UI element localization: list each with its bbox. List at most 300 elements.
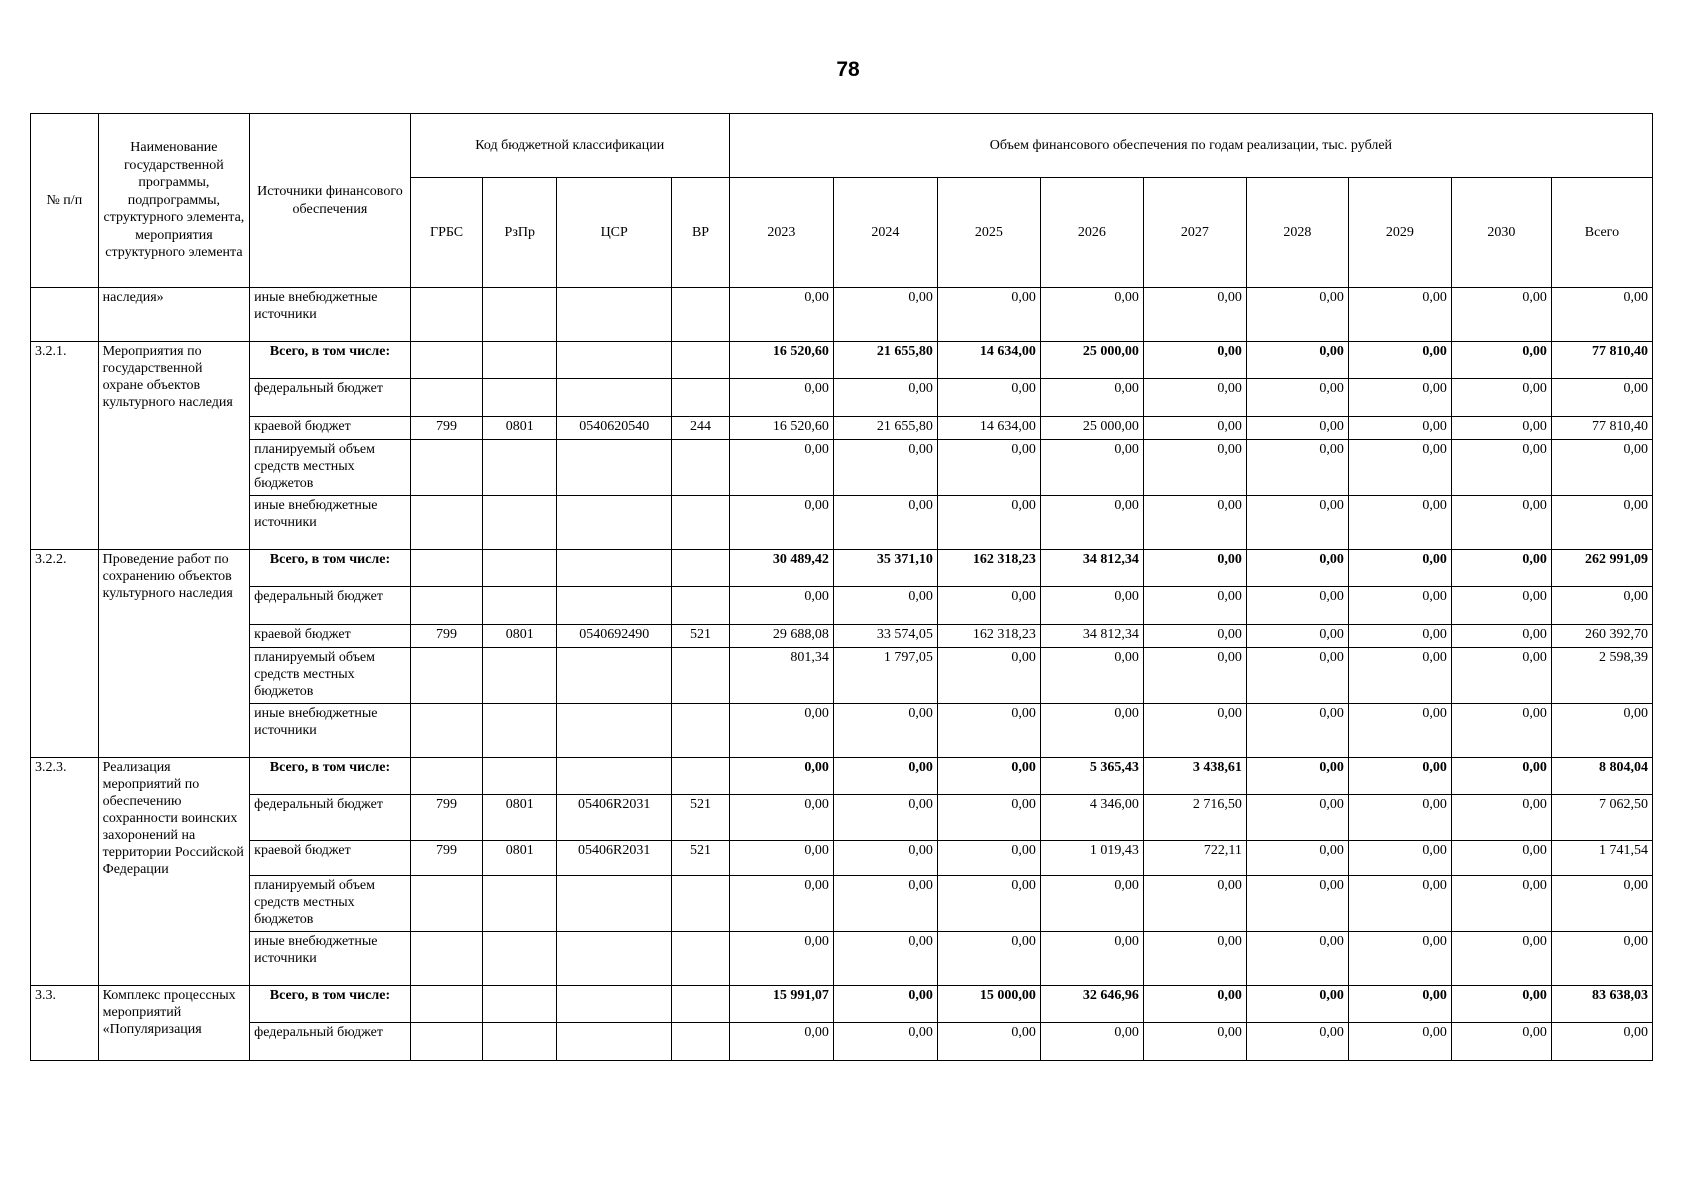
row-number: 3.2.3. — [31, 758, 99, 986]
source-total: Всего, в том числе: — [250, 758, 411, 795]
amount-cell: 0,00 — [1348, 648, 1451, 704]
header-rzpr: РзПр — [483, 178, 557, 288]
amount-cell: 0,00 — [1143, 379, 1246, 417]
page-number: 78 — [836, 58, 860, 81]
amount-cell: 0,00 — [729, 758, 833, 795]
amount-cell: 0,00 — [1348, 496, 1451, 550]
amount-cell: 0,00 — [729, 587, 833, 625]
amount-cell: 0,00 — [729, 440, 833, 496]
amount-cell: 0,00 — [729, 795, 833, 841]
amount-cell: 0,00 — [1348, 841, 1451, 876]
amount-cell: 0,00 — [729, 841, 833, 876]
amount-cell: 0,00 — [1246, 496, 1348, 550]
amount-cell: 0,00 — [937, 841, 1040, 876]
code-csr — [557, 440, 672, 496]
amount-cell: 0,00 — [1040, 587, 1143, 625]
amount-cell: 0,00 — [1246, 986, 1348, 1023]
code-vr — [672, 758, 730, 795]
amount-cell: 0,00 — [1451, 587, 1551, 625]
amount-cell: 0,00 — [1348, 288, 1451, 342]
code-csr — [557, 379, 672, 417]
amount-cell: 1 797,05 — [833, 648, 937, 704]
amount-cell: 0,00 — [1451, 841, 1551, 876]
amount-cell: 0,00 — [937, 876, 1040, 932]
amount-cell: 3 438,61 — [1143, 758, 1246, 795]
amount-cell: 162 318,23 — [937, 625, 1040, 648]
table-row — [31, 342, 1653, 379]
amount-total: 0,00 — [1551, 288, 1652, 342]
amount-cell: 25 000,00 — [1040, 342, 1143, 379]
amount-total: 77 810,40 — [1551, 342, 1652, 379]
amount-cell: 0,00 — [1143, 342, 1246, 379]
amount-total: 0,00 — [1551, 1023, 1652, 1061]
amount-cell: 0,00 — [1246, 587, 1348, 625]
code-csr: 0540692490 — [557, 625, 672, 648]
amount-cell: 0,00 — [1348, 758, 1451, 795]
item-name: Проведение работ по сохранению объектов культурного наследия — [98, 550, 249, 758]
header-year: 2024 — [833, 178, 937, 288]
amount-cell: 0,00 — [1348, 417, 1451, 440]
amount-cell: 0,00 — [729, 379, 833, 417]
header-year: 2029 — [1348, 178, 1451, 288]
source-name: федеральный бюджет — [250, 795, 411, 841]
amount-cell: 0,00 — [1143, 986, 1246, 1023]
amount-cell: 0,00 — [1348, 704, 1451, 758]
amount-total: 77 810,40 — [1551, 417, 1652, 440]
amount-cell: 0,00 — [1143, 496, 1246, 550]
amount-cell: 33 574,05 — [833, 625, 937, 648]
amount-cell: 15 991,07 — [729, 986, 833, 1023]
amount-cell: 0,00 — [1246, 932, 1348, 986]
amount-cell: 0,00 — [1246, 288, 1348, 342]
code-csr — [557, 932, 672, 986]
amount-cell: 5 365,43 — [1040, 758, 1143, 795]
amount-cell: 0,00 — [729, 496, 833, 550]
amount-cell: 0,00 — [833, 587, 937, 625]
amount-cell: 0,00 — [937, 932, 1040, 986]
table-body — [31, 288, 1653, 1061]
amount-cell: 0,00 — [1040, 440, 1143, 496]
amount-cell: 0,00 — [1143, 876, 1246, 932]
amount-cell: 0,00 — [1040, 932, 1143, 986]
amount-cell: 0,00 — [833, 986, 937, 1023]
amount-cell: 16 520,60 — [729, 342, 833, 379]
header-name: Наименование государственной программы, подпрограммы, структурного элемента, мероприятия структурного элемента — [98, 114, 249, 288]
amount-cell: 0,00 — [1040, 876, 1143, 932]
code-csr — [557, 288, 672, 342]
amount-cell: 0,00 — [1348, 932, 1451, 986]
code-grbs — [410, 648, 483, 704]
source-name: федеральный бюджет — [250, 1023, 411, 1061]
code-csr — [557, 1023, 672, 1061]
amount-cell: 29 688,08 — [729, 625, 833, 648]
table-row — [31, 440, 1653, 496]
amount-cell: 0,00 — [1143, 625, 1246, 648]
amount-cell: 801,34 — [729, 648, 833, 704]
code-rzpr — [483, 342, 557, 379]
amount-cell: 0,00 — [1246, 876, 1348, 932]
code-vr: 521 — [672, 841, 730, 876]
header-year: 2023 — [729, 178, 833, 288]
amount-cell: 0,00 — [1246, 795, 1348, 841]
amount-cell: 0,00 — [1348, 550, 1451, 587]
amount-cell: 30 489,42 — [729, 550, 833, 587]
amount-cell: 15 000,00 — [937, 986, 1040, 1023]
code-rzpr — [483, 876, 557, 932]
table-row — [31, 795, 1653, 841]
code-rzpr — [483, 758, 557, 795]
amount-cell: 0,00 — [1246, 841, 1348, 876]
amount-cell: 0,00 — [833, 379, 937, 417]
table-row — [31, 496, 1653, 550]
amount-cell: 0,00 — [1246, 648, 1348, 704]
code-csr: 05406R2031 — [557, 841, 672, 876]
amount-cell: 0,00 — [833, 1023, 937, 1061]
amount-cell: 0,00 — [1451, 288, 1551, 342]
amount-total: 0,00 — [1551, 440, 1652, 496]
amount-cell: 0,00 — [937, 587, 1040, 625]
code-vr — [672, 587, 730, 625]
amount-total: 83 638,03 — [1551, 986, 1652, 1023]
source-name: планируемый объем средств местных бюджетов — [250, 876, 411, 932]
amount-cell: 0,00 — [1451, 342, 1551, 379]
amount-cell: 0,00 — [833, 440, 937, 496]
code-csr — [557, 758, 672, 795]
code-rzpr — [483, 440, 557, 496]
amount-total: 0,00 — [1551, 587, 1652, 625]
amount-cell: 0,00 — [1246, 440, 1348, 496]
amount-cell: 0,00 — [1143, 648, 1246, 704]
header-year: 2025 — [937, 178, 1040, 288]
code-vr — [672, 704, 730, 758]
amount-cell: 0,00 — [937, 440, 1040, 496]
source-name: краевой бюджет — [250, 841, 411, 876]
amount-cell: 0,00 — [1246, 625, 1348, 648]
amount-cell: 0,00 — [1348, 876, 1451, 932]
code-grbs — [410, 550, 483, 587]
code-rzpr — [483, 1023, 557, 1061]
code-rzpr — [483, 704, 557, 758]
amount-cell: 0,00 — [1040, 379, 1143, 417]
amount-cell: 35 371,10 — [833, 550, 937, 587]
code-vr — [672, 288, 730, 342]
code-rzpr: 0801 — [483, 795, 557, 841]
amount-cell: 0,00 — [1040, 704, 1143, 758]
code-grbs — [410, 342, 483, 379]
amount-total: 0,00 — [1551, 704, 1652, 758]
table-row — [31, 986, 1653, 1023]
code-rzpr — [483, 379, 557, 417]
amount-cell: 34 812,34 — [1040, 550, 1143, 587]
code-grbs — [410, 986, 483, 1023]
row-number: 3.2.2. — [31, 550, 99, 758]
code-csr — [557, 704, 672, 758]
table-row — [31, 1023, 1653, 1061]
amount-total: 1 741,54 — [1551, 841, 1652, 876]
amount-total: 0,00 — [1551, 496, 1652, 550]
table-row — [31, 704, 1653, 758]
amount-cell: 0,00 — [1246, 704, 1348, 758]
amount-cell: 0,00 — [1246, 417, 1348, 440]
source-name: иные внебюджетные источники — [250, 704, 411, 758]
code-vr: 521 — [672, 625, 730, 648]
table-row — [31, 587, 1653, 625]
amount-cell: 0,00 — [1451, 440, 1551, 496]
amount-cell: 21 655,80 — [833, 417, 937, 440]
amount-cell: 0,00 — [833, 288, 937, 342]
amount-cell: 0,00 — [1143, 932, 1246, 986]
amount-cell: 0,00 — [833, 841, 937, 876]
amount-cell: 0,00 — [1451, 648, 1551, 704]
amount-cell: 0,00 — [937, 648, 1040, 704]
source-name: федеральный бюджет — [250, 587, 411, 625]
amount-cell: 0,00 — [729, 704, 833, 758]
source-name: краевой бюджет — [250, 417, 411, 440]
code-csr — [557, 587, 672, 625]
source-total: Всего, в том числе: — [250, 342, 411, 379]
code-rzpr: 0801 — [483, 841, 557, 876]
source-name: краевой бюджет — [250, 625, 411, 648]
code-grbs — [410, 288, 483, 342]
amount-total: 260 392,70 — [1551, 625, 1652, 648]
table-row — [31, 625, 1653, 648]
code-grbs — [410, 876, 483, 932]
table-row — [31, 876, 1653, 932]
source-total: Всего, в том числе: — [250, 986, 411, 1023]
code-grbs: 799 — [410, 795, 483, 841]
amount-cell: 0,00 — [1348, 625, 1451, 648]
amount-cell: 0,00 — [1143, 417, 1246, 440]
code-grbs — [410, 496, 483, 550]
code-grbs — [410, 587, 483, 625]
code-csr — [557, 550, 672, 587]
amount-cell: 0,00 — [1143, 704, 1246, 758]
table-row — [31, 758, 1653, 795]
amount-cell: 32 646,96 — [1040, 986, 1143, 1023]
header-year: 2028 — [1246, 178, 1348, 288]
amount-cell: 0,00 — [1143, 550, 1246, 587]
source-name: федеральный бюджет — [250, 379, 411, 417]
code-rzpr — [483, 932, 557, 986]
code-grbs — [410, 758, 483, 795]
header-csr: ЦСР — [557, 178, 672, 288]
amount-cell: 0,00 — [1451, 986, 1551, 1023]
amount-cell: 0,00 — [1246, 379, 1348, 417]
amount-cell: 0,00 — [1451, 758, 1551, 795]
code-vr — [672, 1023, 730, 1061]
table-row — [31, 550, 1653, 587]
table-row — [31, 648, 1653, 704]
amount-cell: 0,00 — [1143, 1023, 1246, 1061]
amount-cell: 0,00 — [1040, 496, 1143, 550]
code-vr — [672, 876, 730, 932]
code-grbs — [410, 932, 483, 986]
table-row — [31, 417, 1653, 440]
code-vr — [672, 986, 730, 1023]
code-rzpr — [483, 587, 557, 625]
amount-cell: 0,00 — [833, 704, 937, 758]
amount-cell: 14 634,00 — [937, 342, 1040, 379]
amount-cell: 722,11 — [1143, 841, 1246, 876]
code-vr — [672, 932, 730, 986]
code-csr — [557, 986, 672, 1023]
row-number: 3.2.1. — [31, 342, 99, 550]
amount-cell: 0,00 — [729, 876, 833, 932]
code-csr — [557, 496, 672, 550]
header-volume: Объем финансового обеспечения по годам реализации, тыс. рублей — [729, 114, 1652, 178]
amount-total: 0,00 — [1551, 876, 1652, 932]
code-rzpr: 0801 — [483, 625, 557, 648]
code-vr: 244 — [672, 417, 730, 440]
amount-total: 0,00 — [1551, 932, 1652, 986]
code-rzpr — [483, 986, 557, 1023]
code-csr: 05406R2031 — [557, 795, 672, 841]
code-grbs — [410, 440, 483, 496]
amount-cell: 2 716,50 — [1143, 795, 1246, 841]
code-rzpr — [483, 648, 557, 704]
code-csr — [557, 648, 672, 704]
amount-cell: 4 346,00 — [1040, 795, 1143, 841]
amount-cell: 0,00 — [833, 496, 937, 550]
header-year: 2030 — [1451, 178, 1551, 288]
table-row — [31, 288, 1653, 342]
amount-total: 262 991,09 — [1551, 550, 1652, 587]
amount-cell: 0,00 — [1246, 550, 1348, 587]
amount-cell: 0,00 — [937, 704, 1040, 758]
amount-cell: 25 000,00 — [1040, 417, 1143, 440]
row-number: 3.3. — [31, 986, 99, 1061]
code-grbs — [410, 704, 483, 758]
amount-cell: 14 634,00 — [937, 417, 1040, 440]
code-grbs: 799 — [410, 625, 483, 648]
source-name: иные внебюджетные источники — [250, 288, 411, 342]
amount-cell: 0,00 — [1451, 876, 1551, 932]
amount-cell: 0,00 — [1451, 932, 1551, 986]
header-budget-code: Код бюджетной классификации — [410, 114, 729, 178]
source-name: планируемый объем средств местных бюджетов — [250, 440, 411, 496]
amount-cell: 0,00 — [1451, 417, 1551, 440]
amount-cell: 0,00 — [729, 288, 833, 342]
amount-total: 7 062,50 — [1551, 795, 1652, 841]
amount-cell: 1 019,43 — [1040, 841, 1143, 876]
code-vr — [672, 496, 730, 550]
table-row — [31, 379, 1653, 417]
amount-cell: 0,00 — [1451, 625, 1551, 648]
code-vr: 521 — [672, 795, 730, 841]
code-rzpr — [483, 496, 557, 550]
code-rzpr — [483, 288, 557, 342]
header-year: 2027 — [1143, 178, 1246, 288]
amount-cell: 0,00 — [833, 932, 937, 986]
amount-cell: 0,00 — [1451, 379, 1551, 417]
amount-cell: 0,00 — [1040, 1023, 1143, 1061]
amount-cell: 0,00 — [1348, 795, 1451, 841]
code-grbs — [410, 379, 483, 417]
amount-cell: 0,00 — [1246, 1023, 1348, 1061]
source-name: планируемый объем средств местных бюджетов — [250, 648, 411, 704]
amount-cell: 0,00 — [729, 1023, 833, 1061]
header-year: 2026 — [1040, 178, 1143, 288]
amount-cell: 0,00 — [1451, 795, 1551, 841]
amount-cell: 0,00 — [833, 795, 937, 841]
header-sources: Источники финансового обеспечения — [250, 114, 411, 288]
amount-cell: 0,00 — [937, 758, 1040, 795]
amount-cell: 0,00 — [1451, 704, 1551, 758]
amount-cell: 0,00 — [1348, 587, 1451, 625]
header-total: Всего — [1551, 178, 1652, 288]
amount-cell: 0,00 — [1143, 587, 1246, 625]
amount-cell: 16 520,60 — [729, 417, 833, 440]
amount-cell: 0,00 — [1348, 1023, 1451, 1061]
amount-cell: 0,00 — [1451, 550, 1551, 587]
amount-cell: 0,00 — [937, 1023, 1040, 1061]
code-rzpr — [483, 550, 557, 587]
code-vr — [672, 648, 730, 704]
code-vr — [672, 550, 730, 587]
row-number — [31, 288, 99, 342]
code-vr — [672, 379, 730, 417]
amount-total: 8 804,04 — [1551, 758, 1652, 795]
amount-cell: 0,00 — [833, 876, 937, 932]
amount-cell: 0,00 — [937, 496, 1040, 550]
code-vr — [672, 342, 730, 379]
amount-cell: 0,00 — [1348, 440, 1451, 496]
header-num: № п/п — [31, 114, 99, 288]
amount-cell: 0,00 — [1451, 1023, 1551, 1061]
code-vr — [672, 440, 730, 496]
item-name: наследия» — [98, 288, 249, 342]
code-grbs: 799 — [410, 417, 483, 440]
source-name: иные внебюджетные источники — [250, 496, 411, 550]
amount-cell: 0,00 — [1348, 986, 1451, 1023]
header-grbs: ГРБС — [410, 178, 483, 288]
amount-total: 2 598,39 — [1551, 648, 1652, 704]
table-row — [31, 932, 1653, 986]
amount-cell: 0,00 — [1143, 440, 1246, 496]
item-name: Комплекс процессных мероприятий «Популяризация — [98, 986, 249, 1061]
amount-cell: 0,00 — [1348, 379, 1451, 417]
code-csr — [557, 876, 672, 932]
amount-cell: 0,00 — [1348, 342, 1451, 379]
amount-cell: 0,00 — [1143, 288, 1246, 342]
item-name: Мероприятия по государственной охране объектов культурного наследия — [98, 342, 249, 550]
amount-cell: 34 812,34 — [1040, 625, 1143, 648]
code-grbs — [410, 1023, 483, 1061]
amount-cell: 0,00 — [937, 379, 1040, 417]
amount-cell: 0,00 — [1246, 758, 1348, 795]
amount-cell: 0,00 — [1040, 288, 1143, 342]
amount-cell: 0,00 — [1040, 648, 1143, 704]
source-name: иные внебюджетные источники — [250, 932, 411, 986]
amount-cell: 0,00 — [937, 795, 1040, 841]
item-name: Реализация мероприятий по обеспечению сохранности воинских захоронений на территории Российской Федерации — [98, 758, 249, 986]
amount-cell: 0,00 — [729, 932, 833, 986]
amount-total: 0,00 — [1551, 379, 1652, 417]
code-csr — [557, 342, 672, 379]
amount-cell: 21 655,80 — [833, 342, 937, 379]
amount-cell: 0,00 — [937, 288, 1040, 342]
financing-table — [30, 113, 1653, 1061]
amount-cell: 0,00 — [833, 758, 937, 795]
code-csr: 0540620540 — [557, 417, 672, 440]
code-rzpr: 0801 — [483, 417, 557, 440]
amount-cell: 0,00 — [1451, 496, 1551, 550]
table-header — [31, 114, 1653, 288]
source-total: Всего, в том числе: — [250, 550, 411, 587]
amount-cell: 162 318,23 — [937, 550, 1040, 587]
amount-cell: 0,00 — [1246, 342, 1348, 379]
table-row — [31, 841, 1653, 876]
